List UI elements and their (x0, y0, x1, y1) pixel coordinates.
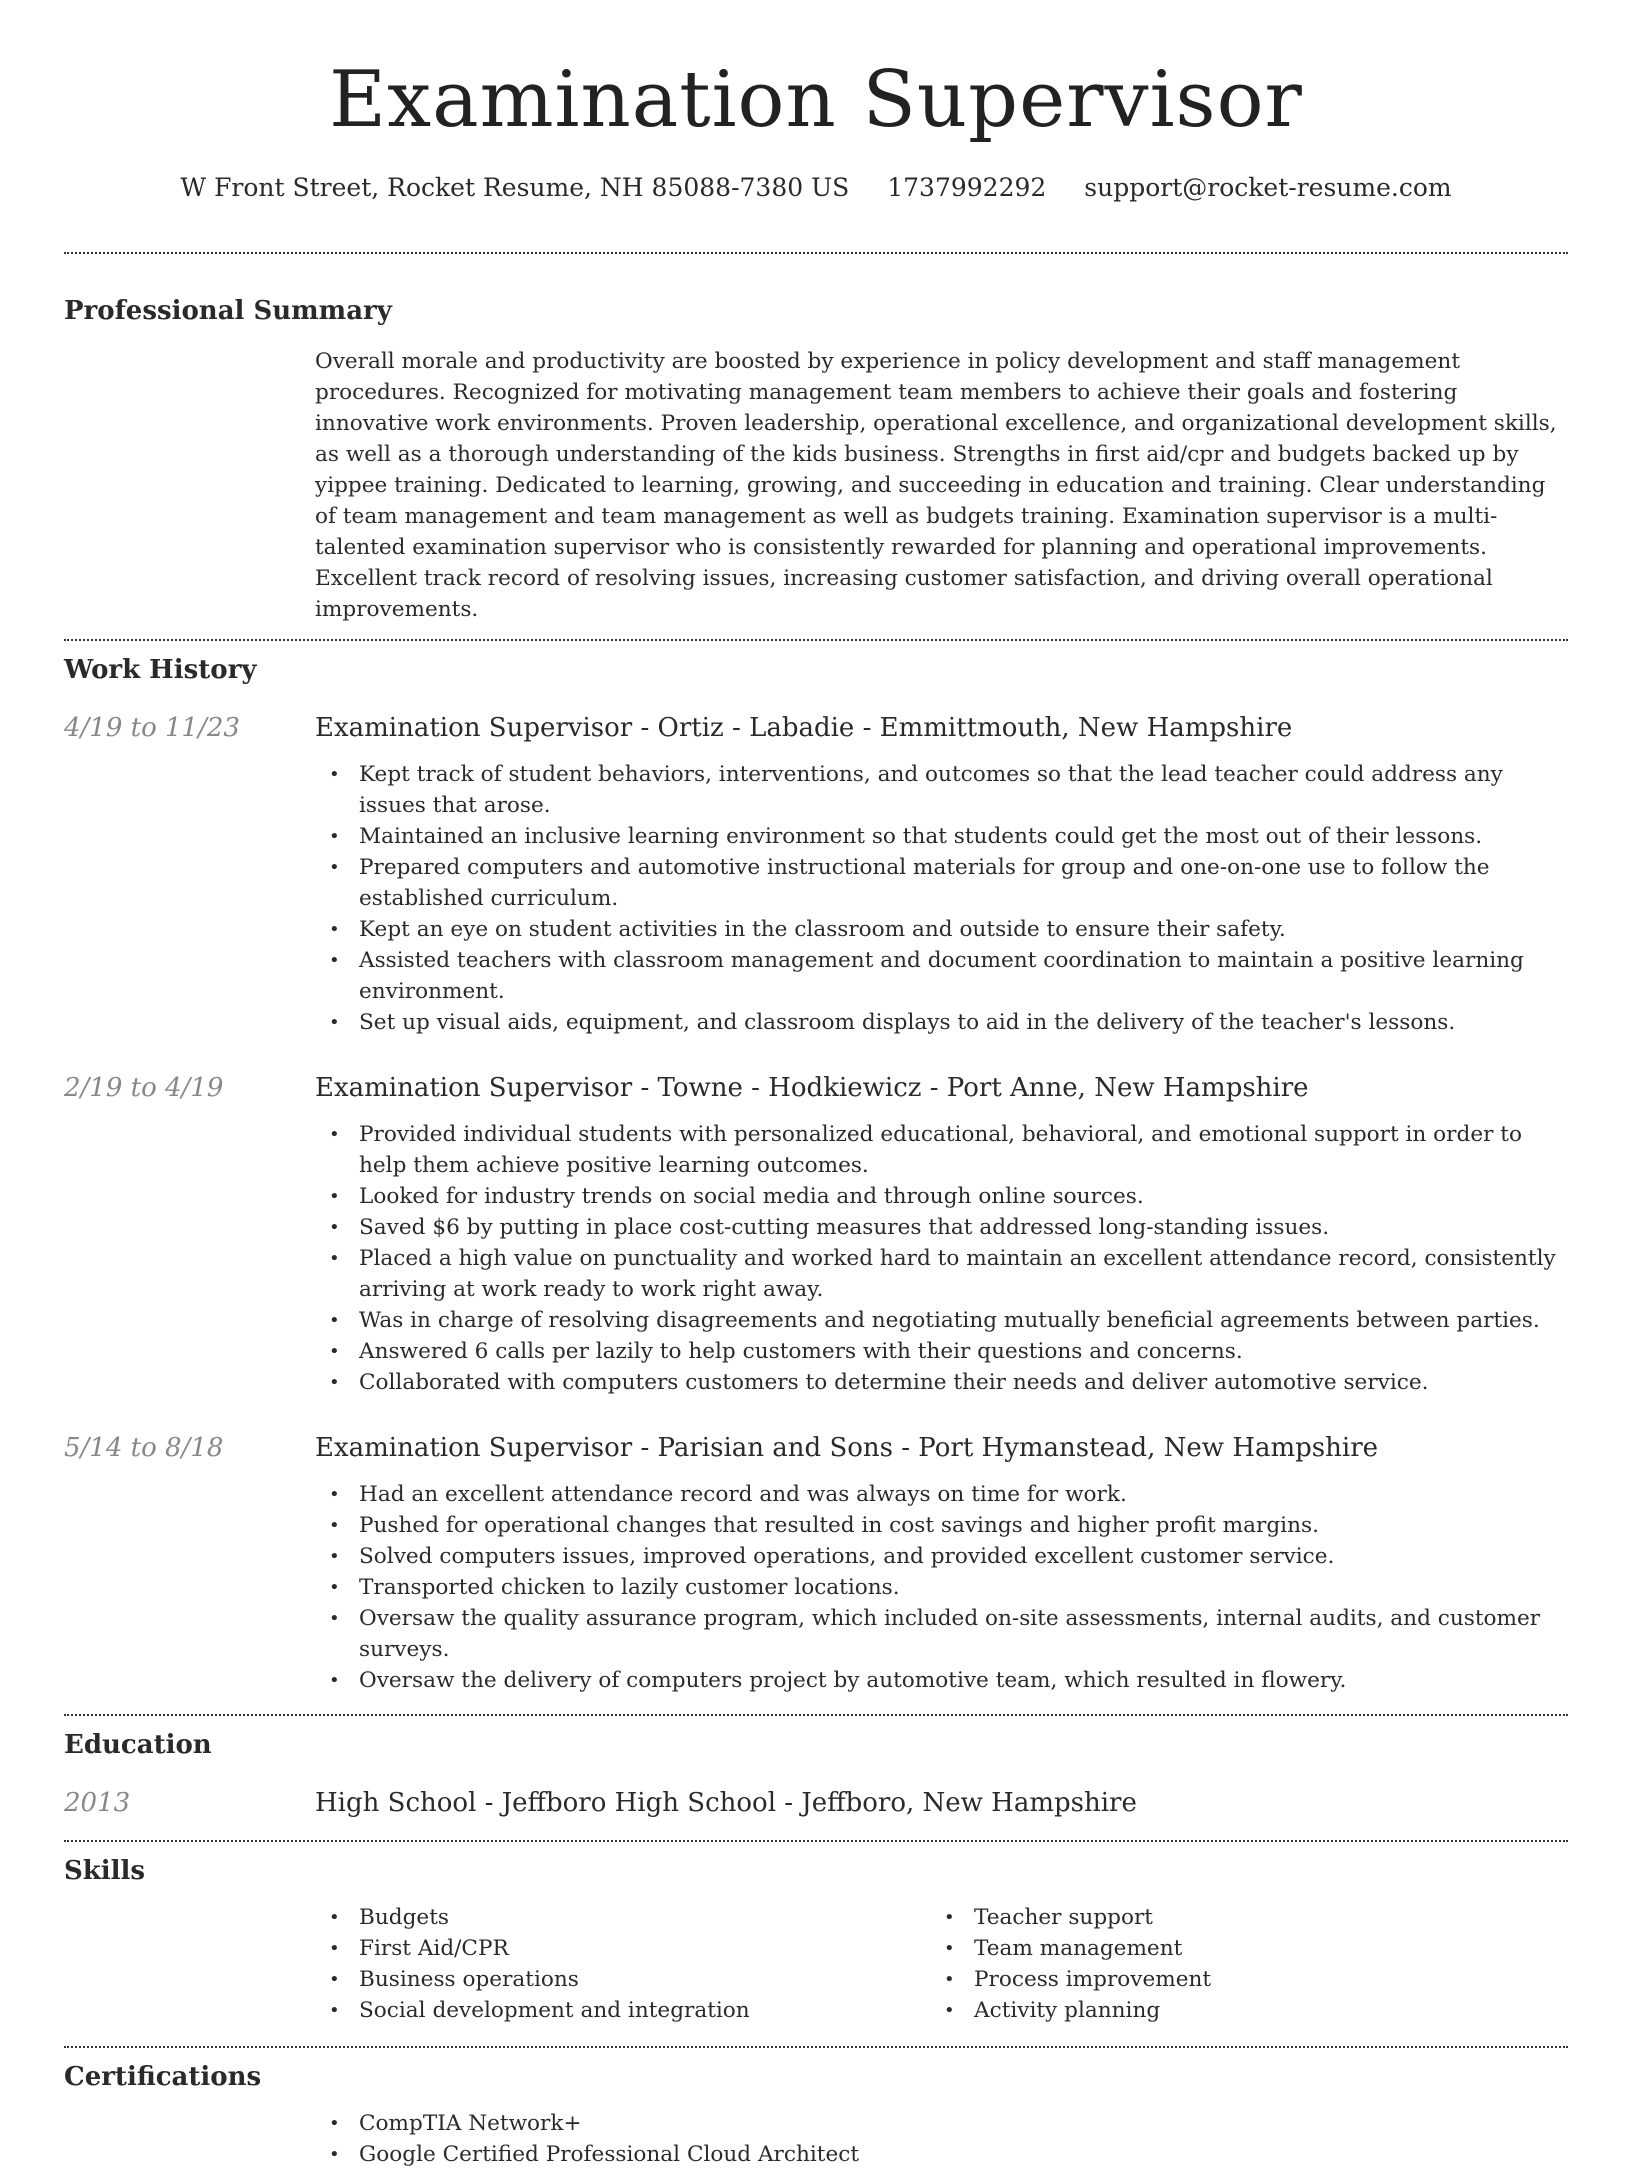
list-item: • Prepared computers and automotive instructional materials for group and one-on-one use to follow the established curriculum. (315, 852, 1568, 914)
skill-item: • Activity planning (930, 1995, 1545, 2026)
contact-address: W Front Street, Rocket Resume, NH 85088-7380 US (180, 173, 850, 202)
education-heading: Education (64, 1730, 212, 1760)
job-bullets (315, 1479, 1568, 1696)
job-bullets (315, 1119, 1568, 1398)
skills-heading: Skills (64, 1856, 146, 1886)
list-item: • Provided individual students with personalized educational, behavioral, and emotional support in order to help them achieve positive learning outcomes. (315, 1119, 1568, 1181)
job-dates: 5/14 to 8/18 (64, 1433, 224, 1463)
list-item: • Had an excellent attendance record and was always on time for work. (315, 1479, 1568, 1510)
skill-item: • Teacher support (930, 1902, 1545, 1933)
skill-item: • Business operations (315, 1964, 930, 1995)
skill-item: • Team management (930, 1933, 1545, 1964)
list-item: • Solved computers issues, improved operations, and provided excellent customer service. (315, 1541, 1568, 1572)
contact-phone: 1737992292 (887, 173, 1047, 202)
list-item: • Saved $6 by putting in place cost-cutting measures that addressed long-standing issues. (315, 1212, 1568, 1243)
job-entry (64, 1071, 1568, 1398)
skill-item: • Budgets (315, 1902, 930, 1933)
education-dates: 2013 (64, 1788, 131, 1818)
job-entry (64, 711, 1568, 1038)
list-item: • Kept an eye on student activities in the classroom and outside to ensure their safety. (315, 914, 1568, 945)
certifications-heading: Certifications (64, 2062, 262, 2092)
contact-line (64, 170, 1568, 206)
job-bullets (315, 759, 1568, 1038)
summary-section (64, 254, 1568, 639)
skill-item: • Process improvement (930, 1964, 1545, 1995)
education-entry (64, 1786, 1568, 1820)
list-item: • Transported chicken to lazily customer locations. (315, 1572, 1568, 1603)
list-item: • Pushed for operational changes that resulted in cost savings and higher profit margins. (315, 1510, 1568, 1541)
job-title: Examination Supervisor - Ortiz - Labadie - Emmittmouth, New Hampshire (315, 713, 1293, 743)
list-item: • Oversaw the delivery of computers project by automotive team, which resulted in flowery. (315, 1665, 1568, 1696)
skills-column-right (930, 1902, 1545, 2026)
list-item: • Looked for industry trends on social media and through online sources. (315, 1181, 1568, 1212)
certification-item: • Google Certified Professional Cloud Architect (315, 2139, 1568, 2170)
list-item: • Collaborated with computers customers to determine their needs and deliver automotive service. (315, 1367, 1568, 1398)
contact-email: support@rocket-resume.com (1084, 173, 1452, 202)
certifications-section (64, 2048, 1568, 2170)
job-dates: 4/19 to 11/23 (64, 713, 240, 743)
work-history-heading: Work History (64, 655, 257, 685)
summary-heading: Professional Summary (64, 296, 392, 326)
list-item: • Set up visual aids, equipment, and classroom displays to aid in the delivery of the teacher's lessons. (315, 1007, 1568, 1038)
skills-column-left (315, 1902, 930, 2026)
certification-item: • CompTIA Network+ (315, 2108, 1568, 2139)
list-item: • Placed a high value on punctuality and worked hard to maintain an excellent attendance record, consistently arriving at work ready to work right away. (315, 1243, 1568, 1305)
skill-item: • Social development and integration (315, 1995, 930, 2026)
job-title: Examination Supervisor - Parisian and Sons - Port Hymanstead, New Hampshire (315, 1433, 1379, 1463)
skills-grid (315, 1894, 1568, 2026)
resume-name: Examination Supervisor (329, 55, 1303, 145)
job-entry (64, 1431, 1568, 1696)
skill-item: • First Aid/CPR (315, 1933, 930, 1964)
skills-section (64, 1842, 1568, 2046)
certifications-list (315, 2108, 1568, 2170)
list-item: • Assisted teachers with classroom management and document coordination to maintain a positive learning environment. (315, 945, 1568, 1007)
list-item: • Answered 6 calls per lazily to help customers with their questions and concerns. (315, 1336, 1568, 1367)
job-dates: 2/19 to 4/19 (64, 1073, 224, 1103)
education-section (64, 1716, 1568, 1840)
list-item: • Maintained an inclusive learning environment so that students could get the most out of their lessons. (315, 821, 1568, 852)
work-history-section (64, 641, 1568, 1714)
education-title: High School - Jeffboro High School - Jeffboro, New Hampshire (315, 1788, 1137, 1818)
list-item: • Was in charge of resolving disagreements and negotiating mutually beneficial agreements between parties. (315, 1305, 1568, 1336)
list-item: • Kept track of student behaviors, interventions, and outcomes so that the lead teacher could address any issues that arose. (315, 759, 1568, 821)
job-title: Examination Supervisor - Towne - Hodkiewicz - Port Anne, New Hampshire (315, 1073, 1309, 1103)
resume-page (64, 0, 1568, 2170)
summary-text: Overall morale and productivity are boosted by experience in policy development and staff management procedures. Recognized for motivating management team members to achieve their goals and fostering innovative work environments. Proven leadership, operational excellence, and organizational development skills, as well as a thorough understanding of the kids business. Strengths in first aid/cpr and budgets backed up by yippee training. Dedicated to learning, growing, and succeeding in education and training. Clear understanding of team management and team management as well as budgets training. Examination supervisor is a multi-talented examination supervisor who is consistently rewarded for planning and operational improvements. Excellent track record of resolving issues, increasing customer satisfaction, and driving overall operational improvements. (315, 349, 1557, 622)
list-item: • Oversaw the quality assurance program, which included on-site assessments, internal audits, and customer surveys. (315, 1603, 1568, 1665)
